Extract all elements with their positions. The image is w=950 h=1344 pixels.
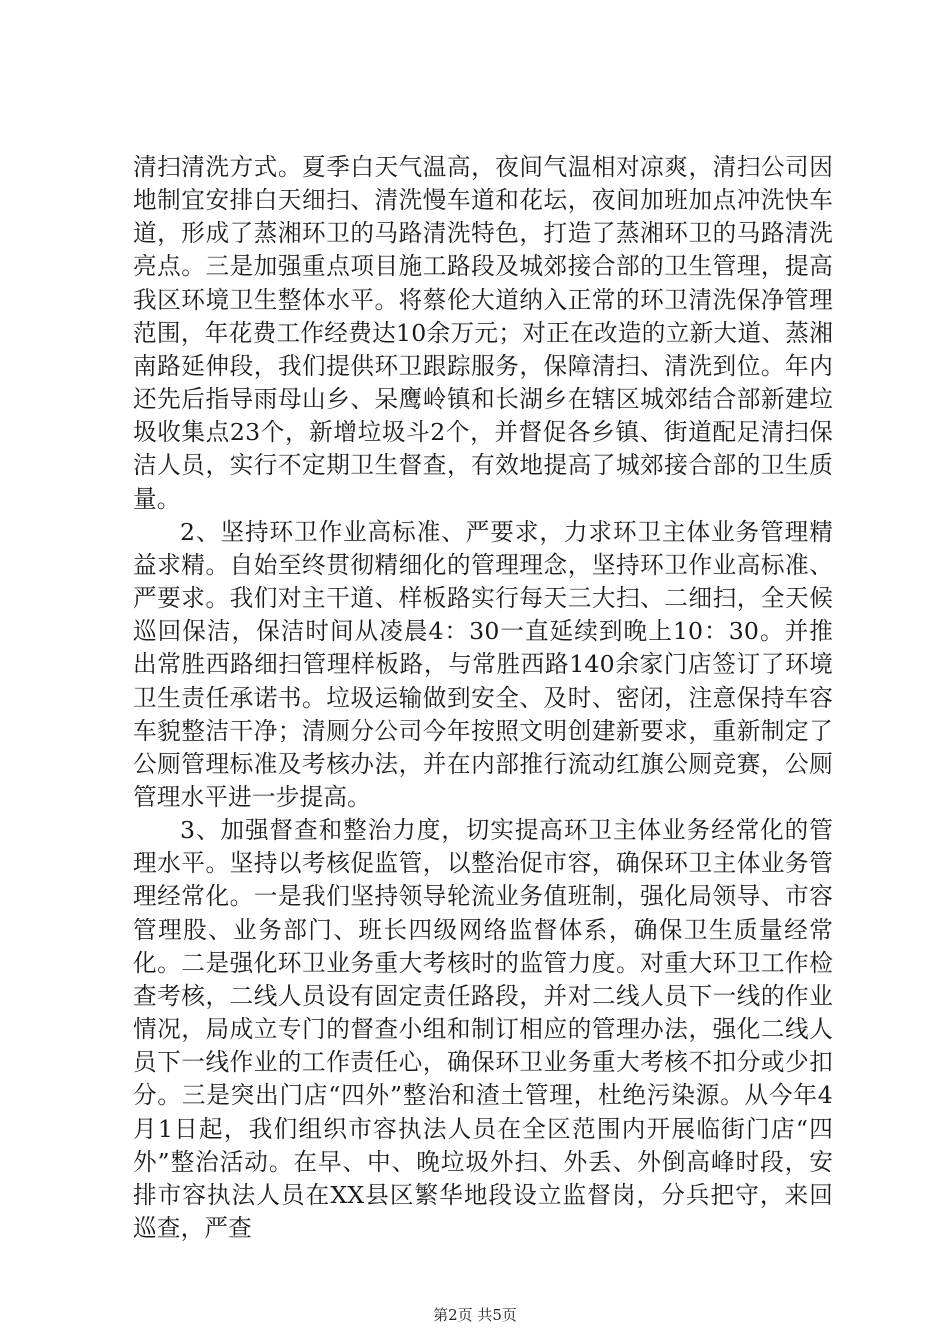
paragraph-section-3: 3、加强督查和整治力度，切实提高环卫主体业务经常化的管理水平。坚持以考核促监管，以整治促市容，确保环卫主体业务管理经常化。一是我们坚持领导轮流业务值班制，强化局领导、市容管理股、业务部门、班长四级网络监督体系，确保卫生质量经常化。二是强化环卫业务重大考核时的监管力度。对重大环卫工作检查考核，二线人员设有固定责任路段，并对二线人员下一线的作业情况，局成立专门的督查小组和制订相应的管理办法，强化二线人员下一线作业的工作责任心，确保环卫业务重大考核不扣分或少扣分。三是突出门店“四外”整治和渣土管理，杜绝污染源。从今年4月1日起，我们组织市容执法人员在全区范围内开展临街门店“四外”整治活动。在早、中、晚垃圾外扫、外丢、外倒高峰时段，安排市容执法人员在XX县区繁华地段设立监督岗，分兵把守，来回巡查，严查 [133,816,833,1242]
paragraph-continuation: 清扫清洗方式。夏季白天气温高，夜间气温相对凉爽，清扫公司因地制宜安排白天细扫、清洗慢车道和花坛，夜间加班加点冲洗快车道，形成了蒸湘环卫的马路清洗特色，打造了蒸湘环卫的马路清洗亮点。三是加强重点项目施工路段及城郊接合部的卫生管理，提高我区环境卫生整体水平。将蔡伦大道纳入正常的环卫清洗保净管理范围，年花费工作经费达10余万元；对正在改造的立新大道、蒸湘南路延伸段，我们提供环卫跟踪服务，保障清扫、清洗到位。年内还先后指导雨母山乡、呆鹰岭镇和长湖乡在辖区城郊结合部新建垃圾收集点23个，新增垃圾斗2个，并督促各乡镇、街道配足清扫保洁人员，实行不定期卫生督查，有效地提高了城郊接合部的卫生质量。 [133,153,833,513]
document-body [133,151,833,1245]
page-number-footer: 第2页 共5页 [433,1306,517,1324]
paragraph-section-2: 2、坚持环卫作业高标准、严要求，力求环卫主体业务管理精益求精。自始至终贯彻精细化的管理理念，坚持环卫作业高标准、严要求。我们对主干道、样板路实行每天三大扫、二细扫，全天候巡回保洁，保洁时间从凌晨4：30一直延续到晚上10：30。并推出常胜西路细扫管理样板路，与常胜西路140余家门店签订了环境卫生责任承诺书。垃圾运输做到安全、及时、密闭，注意保持车容车貌整洁干净；清厕分公司今年按照文明创建新要求，重新制定了公厕管理标准及考核办法，并在内部推行流动红旗公厕竞赛，公厕管理水平进一步提高。 [133,517,833,811]
